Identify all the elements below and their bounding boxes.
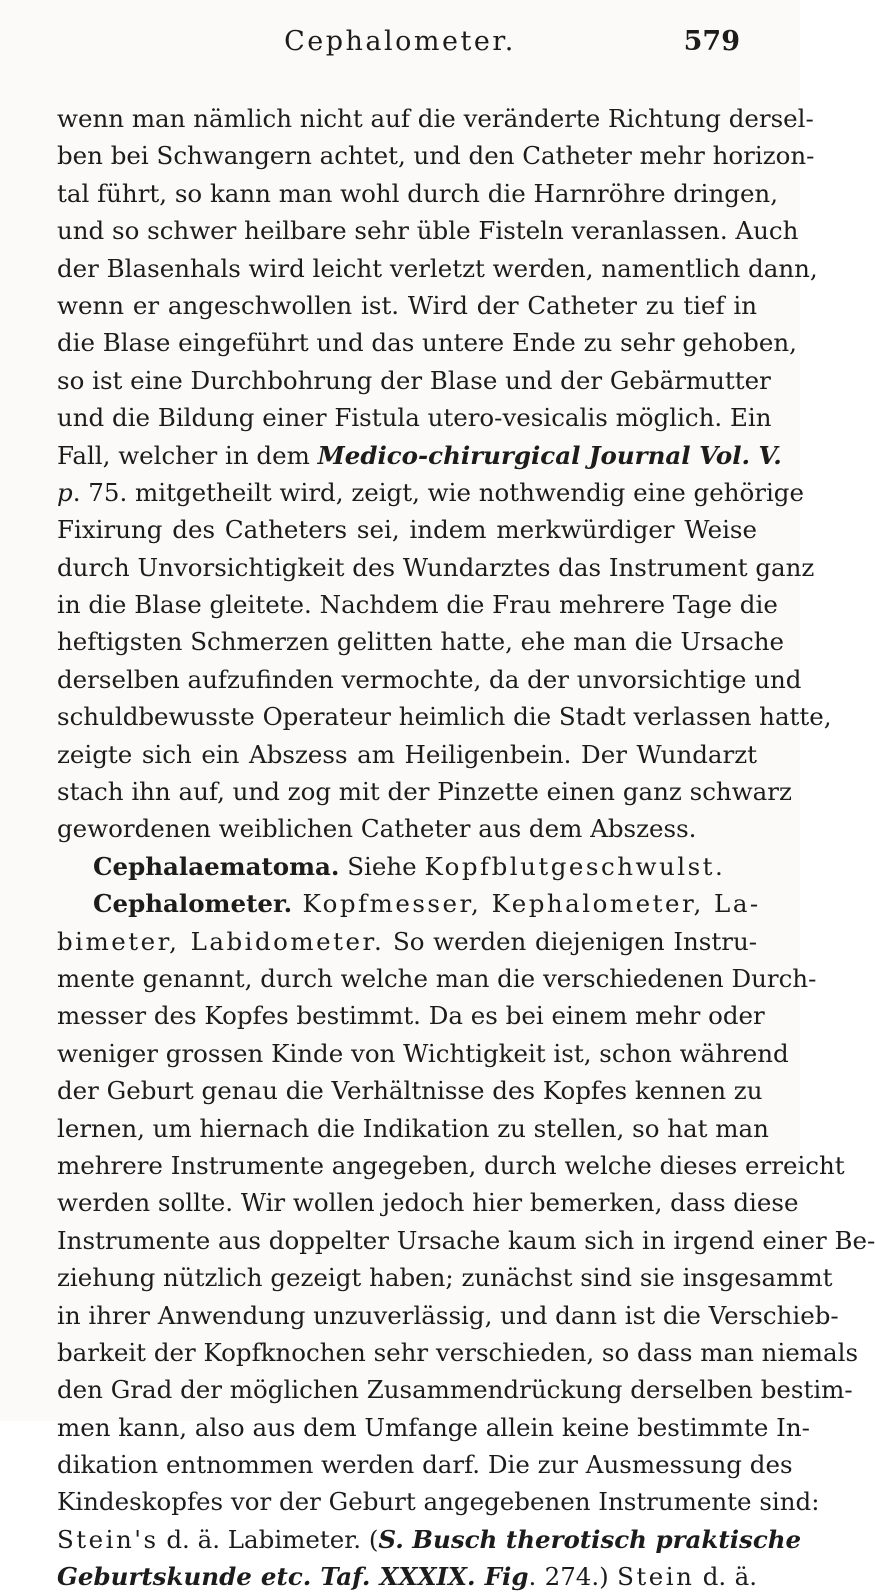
text-line: lernen, um hiernach die Indikation zu stellen, so hat man — [57, 1113, 769, 1143]
text-line: stach ihn auf, und zog mit der Pinzette einen ganz schwarz — [57, 777, 792, 807]
text-line: mente genannt, durch welche man die verschiedenen Durch- — [57, 963, 817, 993]
text-line: ziehung nützlich gezeigt haben; zunächst sind sie insgesammt — [57, 1263, 833, 1293]
text-line: die Blase eingeführt und das untere Ende zu sehr gehoben, — [57, 328, 797, 358]
page-number: 579 — [683, 26, 740, 57]
citation: S. Busch therotisch praktische — [378, 1524, 802, 1554]
text-line: messer des Kopfes bestimmt. Da es bei einem mehr oder — [57, 1001, 765, 1031]
text-line: tal führt, so kann man wohl durch die Harnröhre dringen, — [57, 178, 779, 208]
text-line — [57, 437, 782, 474]
entry-headword: Cephalometer. — [93, 889, 293, 919]
text-line: heftigsten Schmerzen gelitten hatte, ehe man die Ursache — [57, 627, 784, 657]
synonyms: Kopfmesser, Kephalometer, La- — [292, 889, 761, 919]
text-line — [57, 474, 804, 511]
text-run: d. ä. Labimeter. ( — [158, 1524, 379, 1554]
text-line: werden sollte. Wir wollen jedoch hier bemerken, dass diese — [57, 1188, 799, 1218]
body-text — [57, 100, 875, 1596]
text-line: dikation entnommen werden darf. Die zur Ausmessung des — [57, 1450, 793, 1480]
text-line: zeigte sich ein Abszess am Heiligenbein. Der Wundarzt — [57, 739, 757, 769]
text-run: So werden diejenigen Instru- — [384, 926, 757, 956]
synonyms: bimeter, Labidometer. — [57, 926, 385, 956]
journal-title: Medico-chirurgical Journal Vol. V. — [317, 440, 782, 470]
text-line: gewordenen weiblichen Catheter aus dem Abszess. — [57, 814, 697, 844]
entry-cephalaematoma — [57, 848, 757, 885]
text-run: d. ä. — [694, 1562, 757, 1592]
text-line — [57, 1521, 802, 1558]
text-line: und die Bildung einer Fistula utero-vesicalis möglich. Ein — [57, 403, 772, 433]
text-line: durch Unvorsichtigkeit des Wundarztes das Instrument ganz — [57, 552, 815, 582]
text-line — [57, 1558, 757, 1595]
text-line — [57, 923, 757, 960]
text-line: so ist eine Durchbohrung der Blase und der Gebärmutter — [57, 365, 771, 395]
text-run: Fall, welcher in dem — [57, 440, 318, 470]
text-line: men kann, also aus dem Umfange allein keine bestimmte In- — [57, 1412, 810, 1442]
author-name: Stein's — [57, 1524, 159, 1554]
text-line: der Blasenhals wird leicht verletzt werden, namentlich dann, — [57, 253, 818, 283]
page-abbrev: p — [57, 477, 73, 507]
text-line: mehrere Instrumente angegeben, durch welche dieses erreicht — [57, 1150, 845, 1180]
running-title: Cephalometer. — [284, 26, 516, 57]
text-run: . 274.) — [528, 1562, 618, 1592]
text-line: den Grad der möglichen Zusammendrückung derselben bestim- — [57, 1375, 853, 1405]
text-line: weniger grossen Kinde von Wichtigkeit ist, schon während — [57, 1038, 789, 1068]
text-line: und so schwer heilbare sehr üble Fisteln veranlassen. Auch — [57, 216, 799, 246]
text-line: Fixirung des Catheters sei, indem merkwürdiger Weise — [57, 515, 757, 545]
text-line: ben bei Schwangern achtet, und den Catheter mehr horizon- — [57, 141, 815, 171]
text-line: wenn er angeschwollen ist. Wird der Catheter zu tief in — [57, 290, 757, 320]
text-run: Siehe — [339, 851, 425, 881]
text-line: Kindeskopfes vor der Geburt angegebenen Instrumente sind: — [57, 1487, 820, 1517]
text-run: . 75. mitgetheilt wird, zeigt, wie nothwendig eine gehörige — [72, 477, 804, 507]
text-line: Instrumente aus doppelter Ursache kaum sich in irgend einer Be- — [57, 1225, 875, 1255]
text-line: in ihrer Anwendung unzuverlässig, und dann ist die Verschieb- — [57, 1300, 839, 1330]
text-line: in die Blase gleitete. Nachdem die Frau mehrere Tage die — [57, 590, 778, 620]
author-name: Stein — [617, 1562, 695, 1592]
text-line: schuldbewusste Operateur heimlich die Stadt verlassen hatte, — [57, 702, 832, 732]
text-line: wenn man nämlich nicht auf die veränderte Richtung dersel- — [57, 104, 814, 133]
citation: Geburtskunde etc. Taf. XXXIX. Fig — [57, 1562, 529, 1592]
text-line: barkeit der Kopfknochen sehr verschieden, so dass man niemals — [57, 1337, 859, 1367]
running-head — [40, 22, 760, 62]
cross-reference: Kopfblutgeschwulst. — [424, 851, 726, 881]
text-line: der Geburt genau die Verhältnisse des Kopfes kennen zu — [57, 1076, 763, 1106]
entry-headword: Cephalaematoma. — [93, 851, 340, 881]
text-line: derselben aufzufinden vermochte, da der unvorsichtige und — [57, 664, 802, 694]
entry-cephalometer — [57, 885, 761, 922]
